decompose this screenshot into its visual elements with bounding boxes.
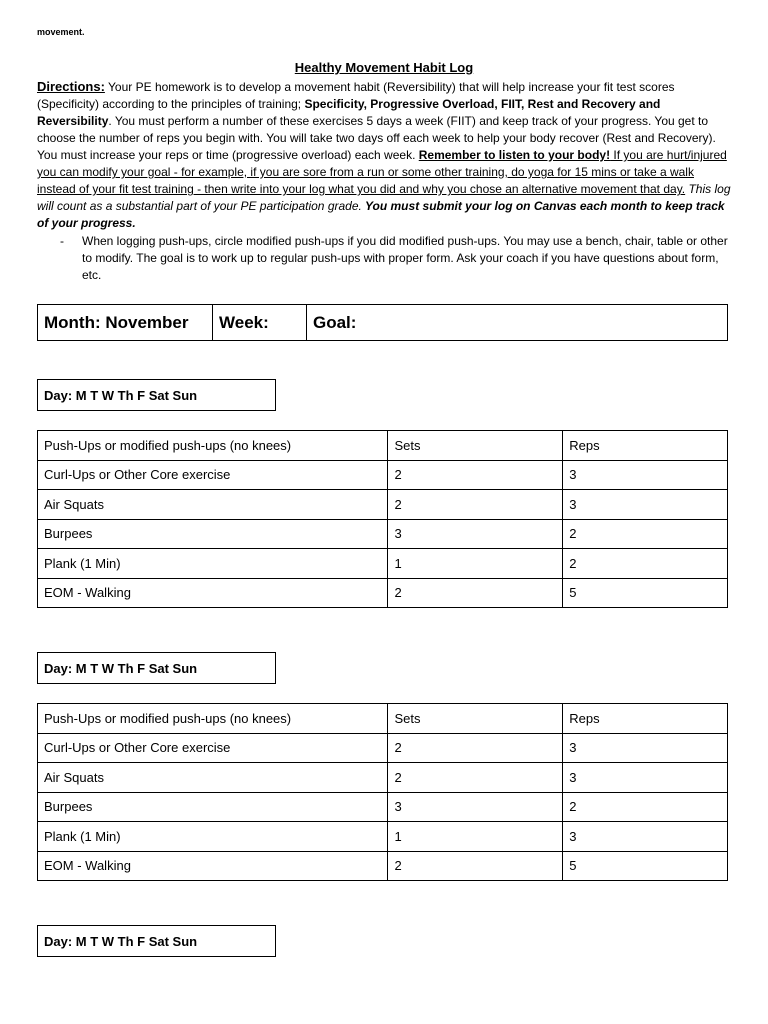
table-cell: Push-Ups or modified push-ups (no knees) <box>38 431 388 461</box>
directions-grade: This log will count as a substantial part of your PE participation grade. <box>37 182 731 213</box>
exercise-table-2 <box>37 703 728 881</box>
table-row <box>38 851 728 881</box>
week-cell[interactable]: Week: <box>213 305 307 340</box>
table-cell[interactable]: 2 <box>388 460 563 490</box>
table-row <box>38 733 728 763</box>
table-cell[interactable]: 3 <box>388 519 563 549</box>
exercise-table-1 <box>37 430 728 608</box>
table-cell: Burpees <box>38 519 388 549</box>
table-cell[interactable]: 3 <box>388 792 563 822</box>
document-title: Healthy Movement Habit Log <box>294 60 474 75</box>
table-cell: Curl-Ups or Other Core exercise <box>38 460 388 490</box>
table-row <box>38 519 728 549</box>
table-cell[interactable]: 2 <box>388 733 563 763</box>
table-cell: Sets <box>388 704 563 734</box>
day-selector-1[interactable]: Day: M T W Th F Sat Sun <box>37 379 276 411</box>
table-row <box>38 792 728 822</box>
directions-principles: Specificity, Progressive Overload, FIIT, Rest and Recovery and Reversibility <box>37 97 661 128</box>
table-cell: Plank (1 Min) <box>38 822 388 852</box>
table-cell[interactable]: 5 <box>563 578 728 608</box>
table-row <box>38 460 728 490</box>
table-row <box>38 578 728 608</box>
table-cell[interactable]: 3 <box>563 763 728 793</box>
page-fragment-text: movement. <box>37 27 85 37</box>
table-row <box>38 490 728 520</box>
table-cell[interactable]: 2 <box>563 519 728 549</box>
directions-lead: Directions: <box>37 79 105 94</box>
directions-text-1: Your PE homework is to develop a movement habit (Reversibility) that will help increase your fit test scores (Specificity) according to the principles of training; <box>37 80 675 111</box>
table-cell[interactable]: 3 <box>563 460 728 490</box>
table-row <box>38 549 728 579</box>
table-cell[interactable]: 5 <box>563 851 728 881</box>
table-cell: Plank (1 Min) <box>38 549 388 579</box>
directions-text-2: . You must perform a number of these exercises 5 days a week (FIIT) and keep track of your progress. You get to choose the number of reps you begin with. You will take two days off each week to help your body recover (Rest and Recovery). You must increase your reps or time (progressive overload) each week. <box>37 114 716 162</box>
directions-submit: You must submit your log on Canvas each month to keep track of your progress. <box>37 199 725 230</box>
table-cell: Sets <box>388 431 563 461</box>
table-cell: Reps <box>563 704 728 734</box>
table-cell[interactable]: 3 <box>563 733 728 763</box>
table-row <box>38 763 728 793</box>
table-cell: Air Squats <box>38 490 388 520</box>
table-cell: Burpees <box>38 792 388 822</box>
table-cell[interactable]: 1 <box>388 549 563 579</box>
pushup-note-text: When logging push-ups, circle modified push-ups if you did modified push-ups. You may use a bench, chair, table or other to modify. The goal is to work up to regular push-ups with proper form. Ask your coach if you have questions about form, etc. <box>82 234 728 282</box>
table-cell: Reps <box>563 431 728 461</box>
table-cell: Curl-Ups or Other Core exercise <box>38 733 388 763</box>
table-cell[interactable]: 2 <box>563 792 728 822</box>
month-week-goal-table <box>37 304 728 341</box>
table-cell[interactable]: 3 <box>563 490 728 520</box>
table-cell[interactable]: 1 <box>388 822 563 852</box>
table-cell[interactable]: 2 <box>388 490 563 520</box>
table-cell[interactable]: 3 <box>563 822 728 852</box>
table-cell[interactable]: 2 <box>563 549 728 579</box>
table-row <box>38 822 728 852</box>
directions-listen: Remember to listen to your body! <box>418 148 611 162</box>
table-cell[interactable]: 2 <box>388 763 563 793</box>
table-cell: Push-Ups or modified push-ups (no knees) <box>38 704 388 734</box>
bullet-dash: - <box>60 234 64 248</box>
pushup-note <box>60 233 730 284</box>
directions-modify: If you are hurt/injured you can modify your goal - for example, if you are sore from a run or some other training, do yoga for 15 mins or take a walk instead of your fit test training - then write into your log what you did and why you chose an alternative movement that day. <box>37 148 727 196</box>
goal-cell[interactable]: Goal: <box>313 312 357 332</box>
table-row <box>38 704 728 734</box>
day-selector-3[interactable]: Day: M T W Th F Sat Sun <box>37 925 276 957</box>
month-cell: Month: November <box>38 305 213 340</box>
table-row <box>38 431 728 461</box>
table-cell: Air Squats <box>38 763 388 793</box>
directions-paragraph <box>37 78 731 232</box>
day-selector-2[interactable]: Day: M T W Th F Sat Sun <box>37 652 276 684</box>
table-cell: EOM - Walking <box>38 578 388 608</box>
table-cell[interactable]: 2 <box>388 578 563 608</box>
table-cell: EOM - Walking <box>38 851 388 881</box>
table-cell[interactable]: 2 <box>388 851 563 881</box>
